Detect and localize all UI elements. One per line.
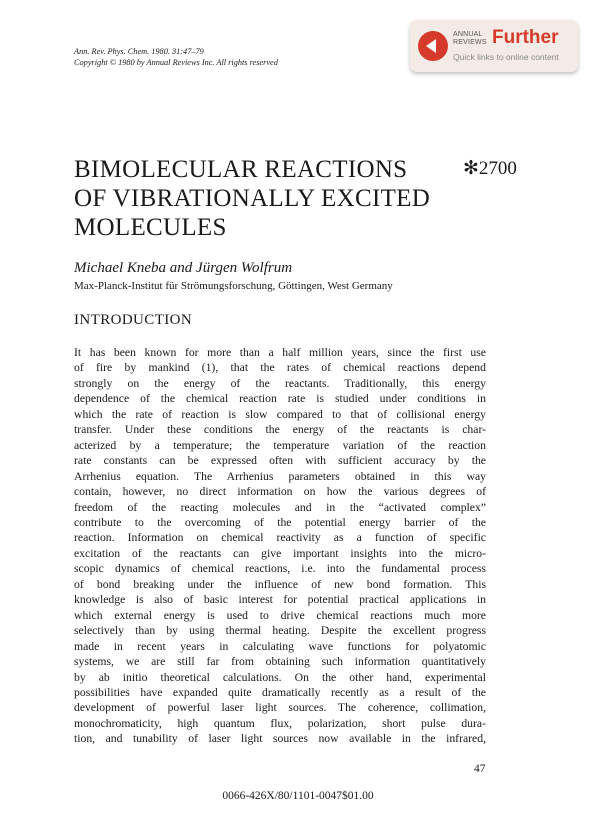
further-wordmark: Further — [492, 27, 559, 48]
body-line: which the rate of reaction is slow compared to that of collisional energy — [74, 407, 486, 421]
journal-reference — [74, 47, 278, 68]
body-line: which external energy is used to drive chemical reactions much more — [74, 608, 486, 622]
body-line: knowledge is also of basic interest for potential practical applications in — [74, 593, 486, 607]
section-heading: INTRODUCTION — [74, 312, 193, 328]
body-line: It has been known for more than a half million years, since the first use — [74, 346, 486, 359]
further-link-badge[interactable] — [410, 20, 578, 72]
footer-code: 0066-426X/80/1101-0047$01.00 — [222, 790, 374, 802]
body-line: rate constants can be expressed often with sufficient accuracy by the — [74, 454, 486, 468]
body-line: selectively than by using thermal heating. Despite the excellent progress — [74, 624, 486, 638]
article-title: BIMOLECULAR REACTIONS OF VIBRATIONALLY EXCITED MOLECULES — [74, 156, 431, 241]
body-line: contribute to the overcoming of the potential energy barrier of the — [74, 515, 486, 529]
further-tagline: Quick links to online content — [453, 52, 559, 62]
body-line: systems, we are still far from obtaining such information quantitatively — [74, 655, 486, 669]
play-arrow-icon — [418, 31, 448, 61]
body-line: transfer. Under these conditions the energy of the reactants is char- — [74, 423, 486, 437]
body-line: made in recent years in calculating wave functions for polyatomic — [74, 639, 486, 653]
body-line: contain, however, no direct information on how the various degrees of — [74, 485, 486, 499]
body-line: strongly on the energy of the reactants. Traditionally, this energy — [74, 376, 486, 390]
body-line: of bond breaking under the influence of new bond formation. This — [74, 577, 486, 591]
body-line: reaction. Information on chemical reactivity as a function of specific — [74, 531, 486, 545]
body-line: possibilities have expanded quite dramatically recently as a result of the — [74, 685, 486, 699]
page-number: 47 — [474, 763, 486, 775]
body-paragraph — [74, 345, 486, 747]
org-line-1: ANNUAL — [453, 31, 483, 38]
body-line: development of powerful laser light sources. The coherence, collimation, — [74, 701, 486, 715]
annual-reviews-logo-text — [453, 31, 487, 46]
author-affiliation: Max-Planck-Institut für Strömungsforschung, Göttingen, West Germany — [74, 280, 393, 292]
body-line: excitation of the reactants can give important insights into the micro- — [74, 546, 486, 560]
body-line: freedom of the reacting molecules and in the “activated complex” — [74, 500, 486, 514]
journal-citation: Ann. Rev. Phys. Chem. 1980. 31:47–79 — [74, 47, 204, 56]
body-line: dependence of the chemical reaction rate is studied under conditions in — [74, 392, 486, 406]
org-line-2: REVIEWS — [453, 38, 487, 46]
body-line: acterized by a temperature; the temperature variation of the reaction — [74, 438, 486, 452]
body-line: tion, and tunability of laser light sources now available in the infrared, — [74, 732, 486, 746]
article-authors: Michael Kneba and Jürgen Wolfrum — [74, 260, 293, 276]
body-line: of fire by mankind (1), that the rates of chemical reactions depend — [74, 361, 486, 375]
body-line: monochromaticity, high quantum flux, polarization, short pulse dura- — [74, 716, 486, 730]
body-line: by ab initio theoretical calculations. On the other hand, experimental — [74, 670, 486, 684]
body-line: scopic dynamics of chemical reactions, i.e. into the fundamental process — [74, 562, 486, 576]
copyright-notice: Copyright © 1980 by Annual Reviews Inc. All rights reserved — [74, 57, 278, 67]
body-line: Arrhenius equation. The Arrhenius parameters obtained in this way — [74, 469, 486, 483]
article-code: ✻2700 — [463, 158, 517, 179]
